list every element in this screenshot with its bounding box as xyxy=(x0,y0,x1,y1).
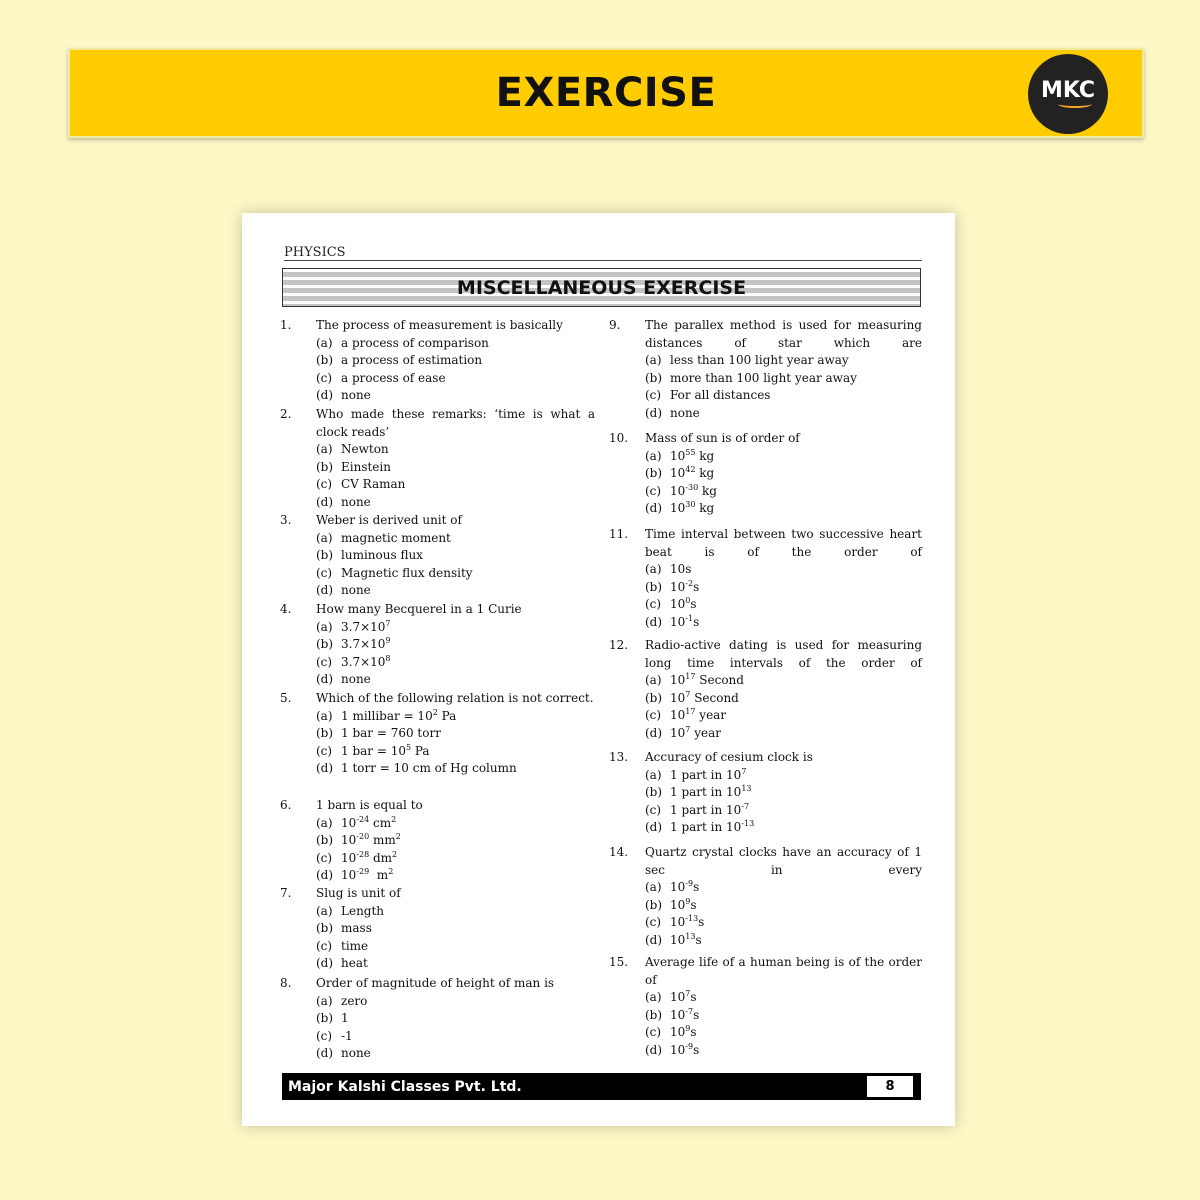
option-label: (a) xyxy=(316,335,333,350)
option-text: $10^{-30}$ kg xyxy=(670,482,717,498)
option-text: 1 bar = $10^5$ Pa xyxy=(341,742,430,758)
question-15 xyxy=(609,954,922,1059)
option-text: 1 millibar = $10^2$ Pa xyxy=(341,707,457,723)
option-d xyxy=(316,582,595,600)
question-14 xyxy=(609,844,922,949)
option-b xyxy=(316,832,595,850)
option-d xyxy=(316,760,595,778)
option-label: (d) xyxy=(645,820,663,834)
option-d xyxy=(645,500,922,518)
section-title: MISCELLANEOUS EXERCISE xyxy=(456,276,747,299)
question-7 xyxy=(280,885,595,973)
question-number: 13. xyxy=(609,750,629,764)
option-a xyxy=(316,708,595,726)
option-label: (b) xyxy=(645,785,663,799)
option-label: (b) xyxy=(316,833,334,847)
option-text: Length xyxy=(341,903,385,918)
option-label: (d) xyxy=(645,725,663,740)
option-a xyxy=(316,993,595,1011)
option-c xyxy=(645,914,922,932)
option-label: (a) xyxy=(645,673,662,687)
option-c xyxy=(316,938,595,956)
option-text: $10^7$ Second xyxy=(670,689,739,705)
option-c xyxy=(316,1028,595,1046)
option-label: (b) xyxy=(316,921,334,935)
option-b xyxy=(645,897,922,915)
option-label: (c) xyxy=(316,850,333,865)
option-a xyxy=(316,619,595,637)
option-label: (d) xyxy=(316,868,334,882)
option-text: 10s xyxy=(670,562,692,576)
option-text: $10^{-2}s$ xyxy=(670,578,700,594)
option-label: (a) xyxy=(645,448,662,463)
option-c xyxy=(316,476,595,494)
option-text: $10^0s$ xyxy=(670,596,697,611)
option-b xyxy=(316,459,595,477)
option-text: Newton xyxy=(341,442,389,456)
option-a xyxy=(316,441,595,459)
option-d xyxy=(316,1045,595,1063)
option-text: $10^{55}$ kg xyxy=(670,447,715,463)
question-6 xyxy=(280,797,595,885)
question-12 xyxy=(609,637,922,742)
option-label: (d) xyxy=(316,956,334,970)
option-d xyxy=(645,1042,922,1060)
question-text: Order of magnitude of height of man is xyxy=(316,976,555,990)
option-label: (d) xyxy=(316,388,334,402)
option-label: (c) xyxy=(316,565,333,580)
option-text: $3.7\times 10^7$ xyxy=(341,618,391,634)
option-text: $10^{17}$ year xyxy=(670,707,727,722)
option-label: (d) xyxy=(316,583,334,597)
question-number: 6. xyxy=(280,798,292,812)
option-text: $10^{-9}s$ xyxy=(670,879,700,894)
option-text: $10^{-24}$ $cm^2$ xyxy=(341,814,397,830)
question-number: 5. xyxy=(280,691,292,705)
option-d xyxy=(645,614,922,632)
option-text: less than 100 light year away xyxy=(670,353,849,367)
option-text: time xyxy=(341,938,369,953)
question-text: Average life of a human being is of the order of xyxy=(645,955,922,987)
option-text: none xyxy=(341,1046,371,1060)
option-b xyxy=(645,784,922,802)
option-label: (d) xyxy=(316,672,334,686)
option-label: (b) xyxy=(316,1011,334,1025)
option-d xyxy=(316,387,595,405)
question-10 xyxy=(609,430,922,518)
option-b xyxy=(316,547,595,565)
question-8 xyxy=(280,975,595,1063)
option-text: $10^{13}s$ xyxy=(670,931,702,947)
option-label: (b) xyxy=(316,726,334,740)
option-label: (a) xyxy=(645,990,662,1004)
option-c xyxy=(645,1024,922,1042)
option-text: 1 torr = 10 cm of Hg column xyxy=(341,761,517,775)
option-label: (a) xyxy=(645,880,662,894)
option-a xyxy=(645,879,922,897)
option-a xyxy=(316,335,595,353)
question-11 xyxy=(609,526,922,631)
option-c xyxy=(316,850,595,868)
option-label: (b) xyxy=(645,579,663,594)
option-label: (b) xyxy=(316,637,334,651)
option-d xyxy=(316,867,595,885)
option-label: (a) xyxy=(316,708,333,723)
option-b xyxy=(316,920,595,938)
option-label: (b) xyxy=(645,690,663,705)
question-3 xyxy=(280,512,595,600)
question-text: The parallex method is used for measuring distances of star which are xyxy=(645,318,922,350)
option-text: $10^{17}$ Second xyxy=(670,672,744,687)
option-text: $10^{-1}s$ xyxy=(670,613,700,629)
banner-title: EXERCISE xyxy=(495,70,717,116)
option-c xyxy=(645,707,922,725)
logo-smile-icon xyxy=(1058,100,1092,108)
question-text: Slug is unit of xyxy=(316,886,401,900)
option-a xyxy=(645,672,922,690)
option-b xyxy=(645,370,922,388)
option-text: 1 part in $10^{13}$ xyxy=(670,784,752,799)
option-text: Einstein xyxy=(341,459,391,474)
option-text: more than 100 light year away xyxy=(670,370,857,385)
option-label: (d) xyxy=(645,614,663,629)
option-label: (c) xyxy=(316,1028,333,1043)
option-d xyxy=(316,671,595,689)
option-c xyxy=(645,596,922,614)
section-title-box xyxy=(282,268,921,307)
option-text: mass xyxy=(341,921,372,935)
question-9 xyxy=(609,317,922,422)
option-text: none xyxy=(670,405,700,420)
option-label: (a) xyxy=(645,353,662,367)
question-text: The process of measurement is basically xyxy=(316,318,563,332)
question-text: 1 barn is equal to xyxy=(316,798,423,812)
question-1 xyxy=(280,317,595,405)
option-text: 1 xyxy=(341,1011,349,1025)
option-d xyxy=(645,405,922,423)
option-text: $10^{-7}s$ xyxy=(670,1006,700,1022)
option-label: (a) xyxy=(645,562,662,576)
option-label: (c) xyxy=(316,477,333,491)
option-d xyxy=(645,725,922,743)
option-label: (b) xyxy=(316,459,334,474)
option-text: a process of comparison xyxy=(341,335,489,350)
option-text: 1 bar = 760 torr xyxy=(341,726,441,740)
option-a xyxy=(316,815,595,833)
question-number: 1. xyxy=(280,318,292,332)
logo-text: MKC xyxy=(1040,78,1096,103)
question-number: 8. xyxy=(280,976,292,990)
option-b xyxy=(645,579,922,597)
option-text: $10^7$ year xyxy=(670,724,721,740)
option-text: -1 xyxy=(341,1028,353,1043)
option-label: (b) xyxy=(316,548,334,562)
option-text: $10^{-29}$ $m^2$ xyxy=(341,867,394,882)
option-text: a process of ease xyxy=(341,370,446,385)
option-a xyxy=(645,352,922,370)
question-number: 7. xyxy=(280,886,292,900)
option-label: (d) xyxy=(645,932,663,947)
option-c xyxy=(645,483,922,501)
option-c xyxy=(645,802,922,820)
publisher-name: Major Kalshi Classes Pvt. Ltd. xyxy=(288,1078,522,1095)
option-b xyxy=(645,690,922,708)
option-text: $10^{-20}$ $mm^2$ xyxy=(341,832,401,847)
option-text: $10^{42}$ kg xyxy=(670,465,715,480)
footer-bar xyxy=(282,1073,921,1100)
document-page xyxy=(242,213,955,1126)
option-label: (c) xyxy=(645,708,662,722)
question-text: Quartz crystal clocks have an accuracy of 1 sec in every xyxy=(645,845,922,877)
question-number: 12. xyxy=(609,638,629,652)
question-13 xyxy=(609,749,922,837)
option-a xyxy=(645,767,922,785)
option-label: (c) xyxy=(645,597,662,611)
option-label: (a) xyxy=(316,530,333,545)
option-label: (a) xyxy=(316,815,333,830)
option-label: (c) xyxy=(645,915,662,929)
option-text: magnetic moment xyxy=(341,530,451,545)
question-text: Time interval between two successive heart beat is of the order of xyxy=(645,527,922,559)
question-5 xyxy=(280,690,595,778)
option-c xyxy=(316,565,595,583)
option-d xyxy=(645,932,922,950)
mkc-logo xyxy=(1028,54,1108,134)
question-text: Which of the following relation is not correct. xyxy=(316,691,594,705)
option-label: (c) xyxy=(645,802,662,817)
option-text: 1 part in $10^{-13}$ xyxy=(670,819,755,834)
option-label: (d) xyxy=(316,1046,334,1060)
option-label: (c) xyxy=(316,370,333,385)
option-text: a process of estimation xyxy=(341,353,483,367)
option-text: $10^{30}$ kg xyxy=(670,500,715,515)
option-label: (d) xyxy=(316,494,334,509)
question-text: How many Becquerel in a 1 Curie xyxy=(316,602,522,616)
option-a xyxy=(645,989,922,1007)
option-b xyxy=(645,465,922,483)
option-label: (c) xyxy=(645,1025,662,1039)
option-text: heat xyxy=(341,956,368,970)
option-label: (b) xyxy=(645,466,663,480)
question-number: 14. xyxy=(609,845,629,859)
option-c xyxy=(316,370,595,388)
question-number: 4. xyxy=(280,602,292,616)
option-text: luminous flux xyxy=(341,548,423,562)
option-label: (a) xyxy=(316,619,333,634)
question-2 xyxy=(280,406,595,511)
option-label: (c) xyxy=(645,483,662,498)
question-text: Accuracy of cesium clock is xyxy=(645,750,813,764)
option-c xyxy=(316,654,595,672)
option-text: $3.7\times 10^9$ xyxy=(341,636,391,651)
option-label: (d) xyxy=(316,761,334,775)
option-text: none xyxy=(341,583,371,597)
question-number: 10. xyxy=(609,431,629,445)
option-text: none xyxy=(341,494,371,509)
question-number: 11. xyxy=(609,527,629,541)
option-text: $10^{-9}s$ xyxy=(670,1041,700,1057)
option-c xyxy=(645,387,922,405)
option-a xyxy=(316,530,595,548)
option-text: zero xyxy=(341,993,368,1008)
option-b xyxy=(645,1007,922,1025)
option-label: (b) xyxy=(316,353,334,367)
option-label: (b) xyxy=(645,1007,663,1022)
question-4 xyxy=(280,601,595,689)
option-a xyxy=(645,561,922,579)
option-label: (c) xyxy=(316,938,333,953)
option-text: $10^{-13}s$ xyxy=(670,914,705,929)
option-text: $10^{-28}$ $dm^2$ xyxy=(341,849,398,865)
option-text: none xyxy=(341,388,371,402)
option-label: (b) xyxy=(645,370,663,385)
option-text: $10^9s$ xyxy=(670,1024,697,1039)
page-number: 8 xyxy=(867,1076,913,1097)
option-label: (c) xyxy=(316,743,333,758)
question-text: Radio-active dating is used for measuring long time intervals of the order of xyxy=(645,638,922,670)
option-text: $10^9s$ xyxy=(670,896,697,912)
option-text: none xyxy=(341,672,371,686)
question-number: 9. xyxy=(609,318,621,332)
header-rule xyxy=(284,260,922,261)
option-b xyxy=(316,636,595,654)
option-text: 1 part in $10^7$ xyxy=(670,766,747,782)
header-banner xyxy=(68,48,1144,138)
option-label: (b) xyxy=(645,897,663,912)
question-number: 15. xyxy=(609,955,629,969)
question-number: 2. xyxy=(280,407,292,421)
option-label: (c) xyxy=(645,388,662,402)
option-b xyxy=(316,352,595,370)
option-text: CV Raman xyxy=(341,477,406,491)
option-a xyxy=(645,448,922,466)
option-d xyxy=(316,955,595,973)
option-c xyxy=(316,743,595,761)
option-label: (d) xyxy=(645,1042,663,1057)
option-text: $10^7s$ xyxy=(670,989,697,1004)
question-text: Mass of sun is of order of xyxy=(645,431,800,445)
question-text: Weber is derived unit of xyxy=(316,513,462,527)
option-text: Magnetic flux density xyxy=(341,565,473,580)
option-label: (a) xyxy=(316,903,333,918)
option-text: $3.7\times 10^8$ xyxy=(341,653,391,669)
option-d xyxy=(645,819,922,837)
option-text: 1 part in $10^{-7}$ xyxy=(670,801,750,817)
option-a xyxy=(316,903,595,921)
option-b xyxy=(316,1010,595,1028)
question-number: 3. xyxy=(280,513,292,527)
option-label: (c) xyxy=(316,654,333,669)
option-label: (a) xyxy=(316,993,333,1008)
question-text: Who made these remarks: ‘time is what a clock reads’ xyxy=(316,407,595,439)
option-label: (d) xyxy=(645,501,663,515)
option-b xyxy=(316,725,595,743)
option-text: For all distances xyxy=(670,388,771,402)
subject-label: PHYSICS xyxy=(284,245,346,260)
option-label: (a) xyxy=(316,442,333,456)
option-label: (d) xyxy=(645,405,663,420)
option-d xyxy=(316,494,595,512)
option-label: (a) xyxy=(645,767,662,782)
